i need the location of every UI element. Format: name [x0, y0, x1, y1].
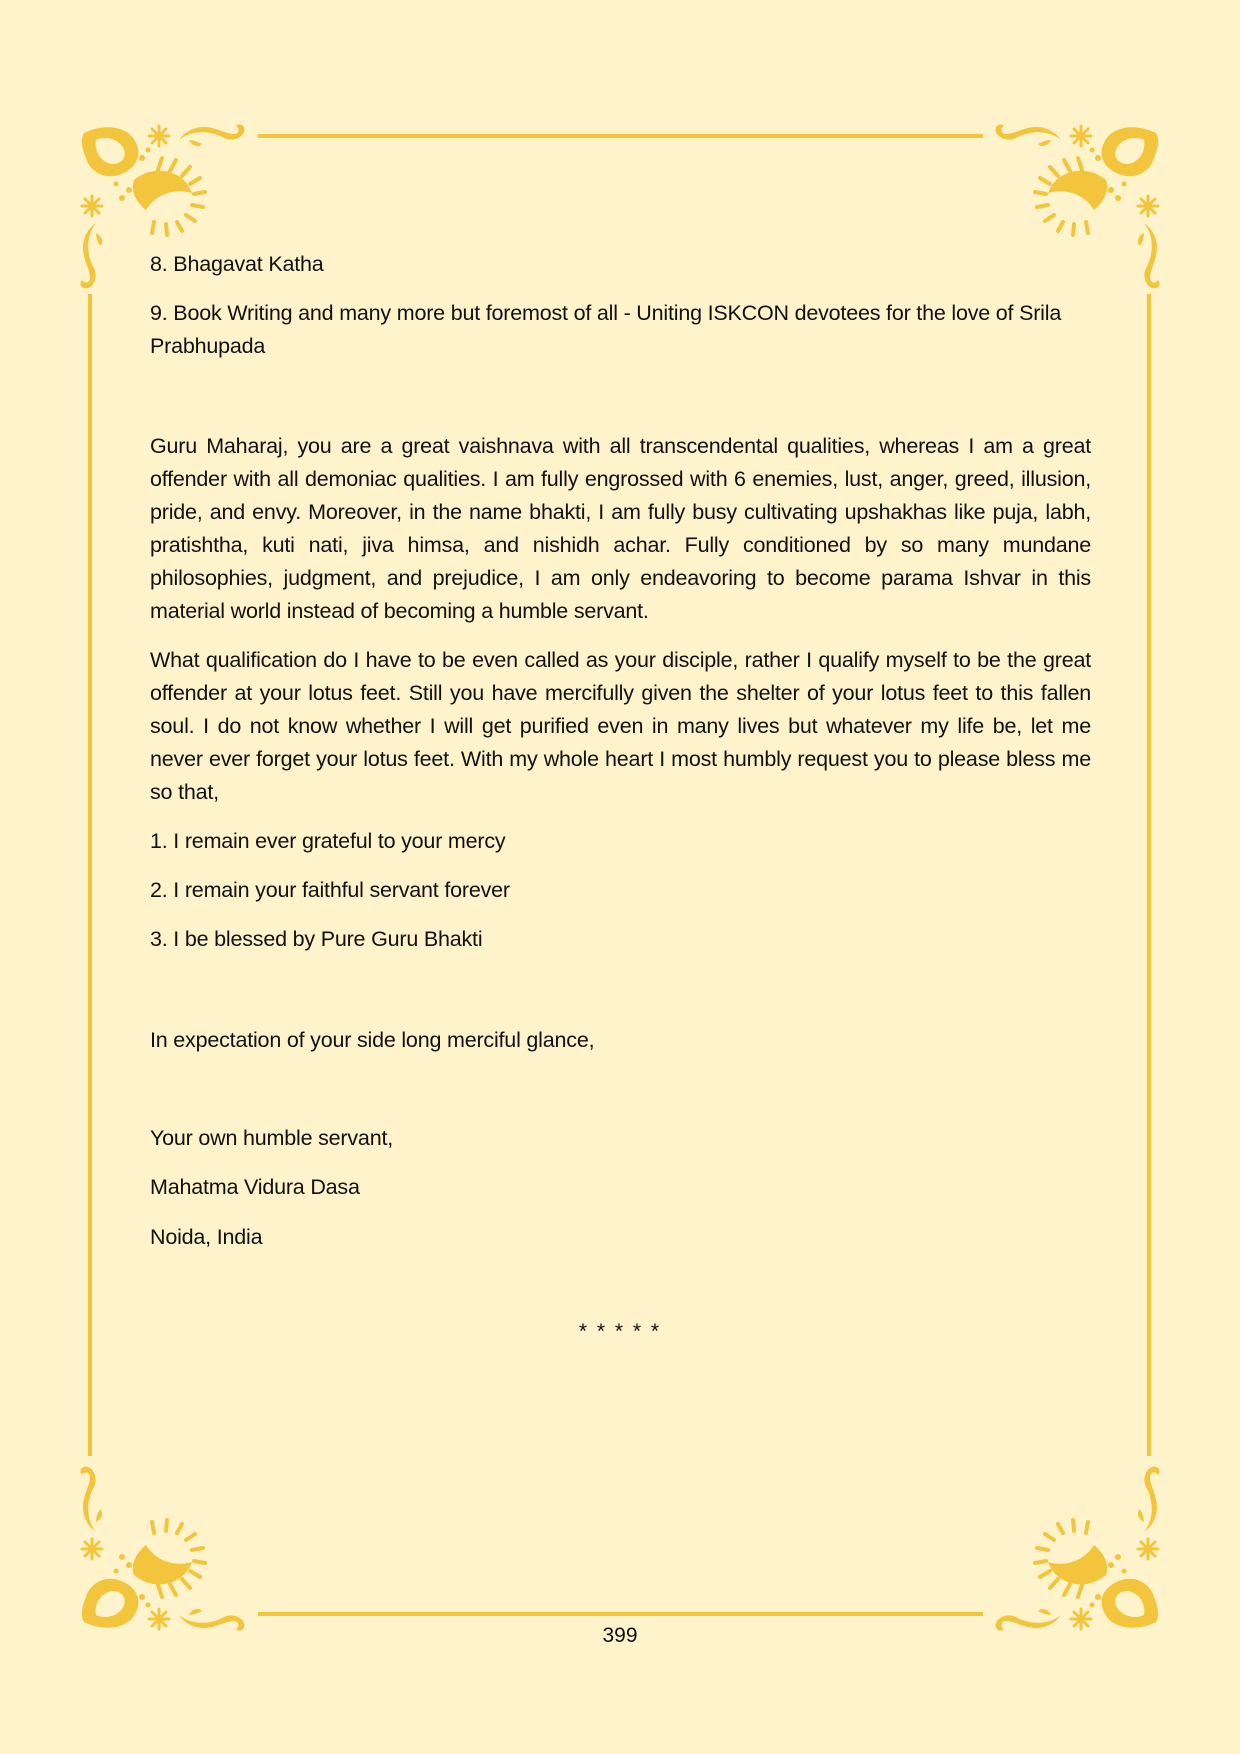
border-bottom-line — [258, 1612, 983, 1616]
border-right-line — [1147, 294, 1151, 1456]
border-top-line — [258, 134, 983, 138]
page-number: 399 — [602, 1624, 638, 1647]
paragraph-guru-maharaj: Guru Maharaj, you are a great vaishnava with all transcendental qualities, whereas I am a great offender with all demoniac qualities. I am fully engrossed with 6 enemies, lust, anger, greed, illusion, pride, and envy. Moreover, in the name bhakti, I am fully busy cultivating upshakhas like puja, labh, pratishtha, kuti nati, jiva himsa, and nishidh achar. Fully conditioned by so many mundane philosophies, judgment, and prejudice, I am only endeavoring to become parama Ishvar in this material world instead of becoming a humble servant. — [150, 434, 1091, 623]
border-left-line — [88, 294, 92, 1456]
signature-salutation: Your own humble servant, — [150, 1126, 393, 1150]
floral-corner-ornament-icon — [74, 1452, 259, 1637]
floral-corner-ornament-icon — [981, 1452, 1166, 1637]
blessing-item-3: 3. I be blessed by Pure Guru Bhakti — [150, 927, 483, 951]
closing-line: In expectation of your side long merciful glance, — [150, 1028, 595, 1052]
list-item-8: 8. Bhagavat Katha — [150, 252, 324, 276]
blessing-item-1: 1. I remain ever grateful to your mercy — [150, 829, 506, 853]
paragraph-qualification: What qualification do I have to be even called as your disciple, rather I qualify myself to be the great offender at your lotus feet. Still you have mercifully given the shelter of your lotus feet to this fallen soul. I do not know whether I will get purified even in many lives but whatever my life be, let me never ever forget your lotus feet. With my whole heart I most humbly request you to please bless me so that, — [150, 648, 1091, 804]
blessing-item-2: 2. I remain your faithful servant forever — [150, 878, 510, 902]
list-item-9: 9. Book Writing and many more but foremost of all - Uniting ISKCON devotees for the love of Srila Prabhupada — [150, 301, 1062, 358]
signature-name: Mahatma Vidura Dasa — [150, 1175, 360, 1199]
section-separator: * * * * * — [578, 1320, 662, 1343]
signature-location: Noida, India — [150, 1225, 263, 1249]
